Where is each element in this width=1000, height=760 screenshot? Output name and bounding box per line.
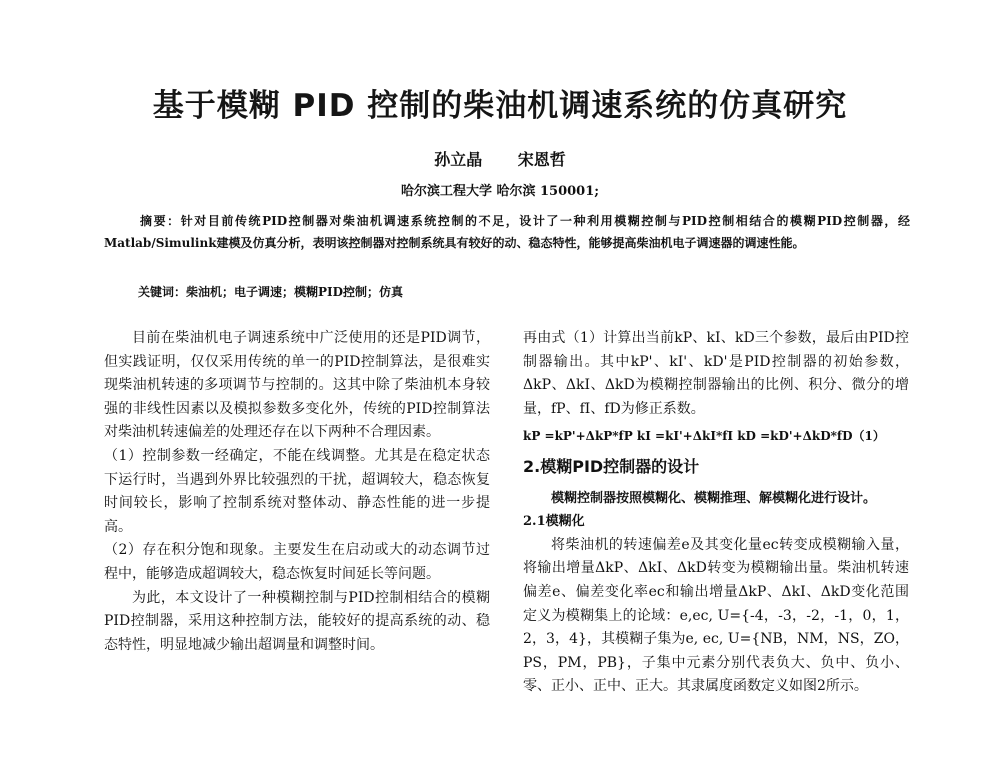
paper-affiliation: 哈尔滨工程大学 哈尔滨 150001; [400, 184, 600, 199]
paper-title: 基于模糊 PID 控制的柴油机调速系统的仿真研究 [152, 88, 848, 124]
right-column [523, 327, 909, 699]
section-heading: 2.模糊PID控制器的设计 [523, 456, 700, 476]
body-paragraph: 目前在柴油机电子调速系统中广泛使用的还是PID调节，但实践证明，仅仅采用传统的单一的PID控制算法，是很难实现柴油机转速的多项调节与控制的。这其中除了柴油机本身较强的非线性因素以及模拟参数多变化外，传统的PID控制算法对柴油机转速偏差的处理还存在以下两种不合理因素。 [104, 330, 490, 441]
body-paragraph: 再由式（1）计算出当前kP、kI、kD三个参数，最后由PID控制器输出。其中kP'、kI'、kD'是PID控制器的初始参数，ΔkP、ΔkI、ΔkD为模糊控制器输出的比例、积分、微分的增量，fP、fI、fD为修正系数。 [523, 330, 909, 417]
body-paragraph: 模糊控制器按照模糊化、模糊推理、解模糊化进行设计。 [551, 490, 877, 506]
body-paragraph: 为此，本文设计了一种模糊控制与PID控制相结合的模糊PID控制器，采用这种控制方法，能较好的提高系统的动、稳态特性，明显地减少输出超调量和调整时间。 [104, 589, 490, 653]
paper-authors: 孙立晶 宋恩哲 [434, 150, 566, 169]
keywords: 关键词：柴油机；电子调速；模糊PID控制；仿真 [138, 285, 404, 299]
body-paragraph: （2）存在积分饱和现象。主要发生在启动或大的动态调节过程中，能够造成超调较大，稳态恢复时间延长等问题。 [104, 542, 490, 582]
equation-1: kP =kP'+ΔkP*fP kI =kI'+ΔkI*fI kD =kD'+ΔkD*fD（1） [523, 429, 885, 444]
body-paragraph: 将柴油机的转速偏差e及其变化量ec转变成模糊输入量，将输出增量ΔkP、ΔkI、ΔkD转变为模糊输出量。柴油机转速偏差e、偏差变化率ec和输出增量ΔkP、ΔkI、ΔkD变化范围定义为模糊集上的论域：e,ec, U={-4，-3，-2，-1，0，1，2，3，4}，其模糊子集为e, ec, U={NB，NM，NS，ZO，PS，PM，PB}，子集中元素分别代表负大、负中、负小、零、正小、正中、正大。其隶属度函数定义如图2所示。 [523, 536, 909, 695]
subsection-heading: 2.1模糊化 [523, 514, 585, 530]
abstract: 摘要：针对目前传统PID控制器对柴油机调速系统控制的不足，设计了一种利用模糊控制与PID控制相结合的模糊PID控制器，经Matlab/Simulink建模及仿真分析，表明该控制器对控制系统具有较好的动、稳态特性，能够提高柴油机电子调速器的调速性能。 [104, 214, 910, 250]
left-column [104, 327, 490, 657]
body-paragraph: （1）控制参数一经确定，不能在线调整。尤其是在稳定状态下运行时，当遇到外界比较强烈的干扰，超调较大，稳态恢复时间较长，影响了控制系统对整体动、静态性能的进一步提高。 [104, 447, 490, 535]
